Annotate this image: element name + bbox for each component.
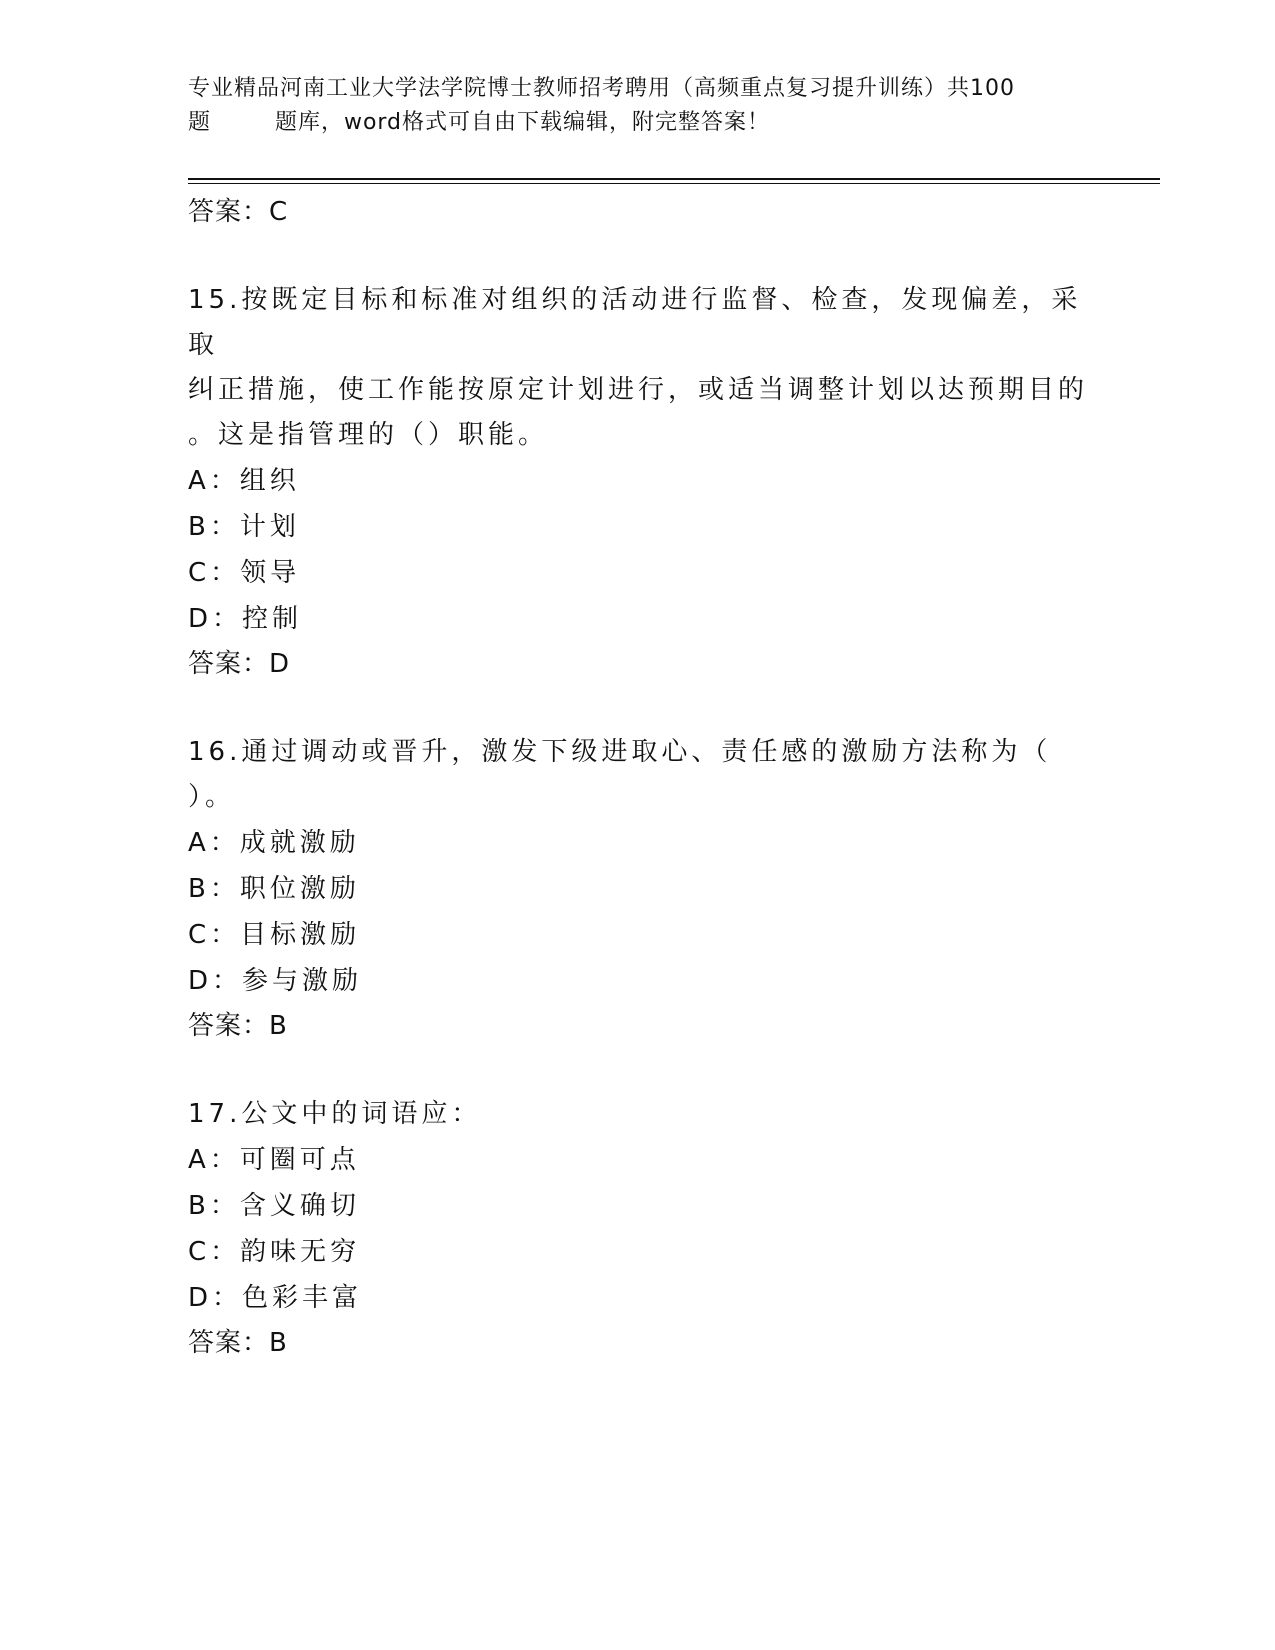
answer: 答案：D — [188, 649, 291, 679]
question-15 — [188, 278, 1088, 686]
option-c: C：领导 — [188, 558, 301, 588]
option-b: B：含义确切 — [188, 1191, 360, 1221]
header-line-1: 专业精品河南工业大学法学院博士教师招考聘用（高频重点复习提升训练）共100 — [188, 76, 1015, 101]
option-d: D：参与激励 — [188, 966, 363, 996]
question-text-line: 17.公文中的词语应： — [188, 1099, 482, 1129]
option-a: A：成就激励 — [188, 828, 360, 858]
header-divider-thin — [188, 183, 1160, 184]
option-d: D：色彩丰富 — [188, 1283, 363, 1313]
answer: 答案：B — [188, 1011, 288, 1041]
document-header — [188, 72, 1088, 140]
answer: 答案：B — [188, 1328, 288, 1358]
question-text-line: 。这是指管理的（）职能。 — [188, 420, 549, 450]
option-c: C：韵味无穷 — [188, 1237, 361, 1267]
header-divider — [188, 178, 1160, 180]
question-text-line: 纠正措施，使工作能按原定计划进行，或适当调整计划以达预期目的 — [188, 375, 1089, 405]
option-a: A：组织 — [188, 466, 300, 496]
option-b: B：计划 — [188, 512, 300, 542]
header-line-2: 题 题库，word格式可自由下载编辑，附完整答案！ — [188, 110, 771, 135]
question-text-line: 16.通过调动或晋升，激发下级进取心、责任感的激励方法称为（ — [188, 737, 1052, 767]
question-17 — [188, 1092, 1088, 1365]
question-list — [188, 190, 1088, 1365]
previous-answer: 答案：C — [188, 197, 289, 227]
option-c: C：目标激励 — [188, 920, 361, 950]
question-text-line: 15.按既定目标和标准对组织的活动进行监督、检查，发现偏差，采取 — [188, 285, 1082, 360]
option-d: D：控制 — [188, 604, 303, 634]
question-text-line: ）。 — [188, 782, 236, 812]
question-16 — [188, 730, 1088, 1048]
option-a: A：可圈可点 — [188, 1145, 360, 1175]
option-b: B：职位激励 — [188, 874, 360, 904]
